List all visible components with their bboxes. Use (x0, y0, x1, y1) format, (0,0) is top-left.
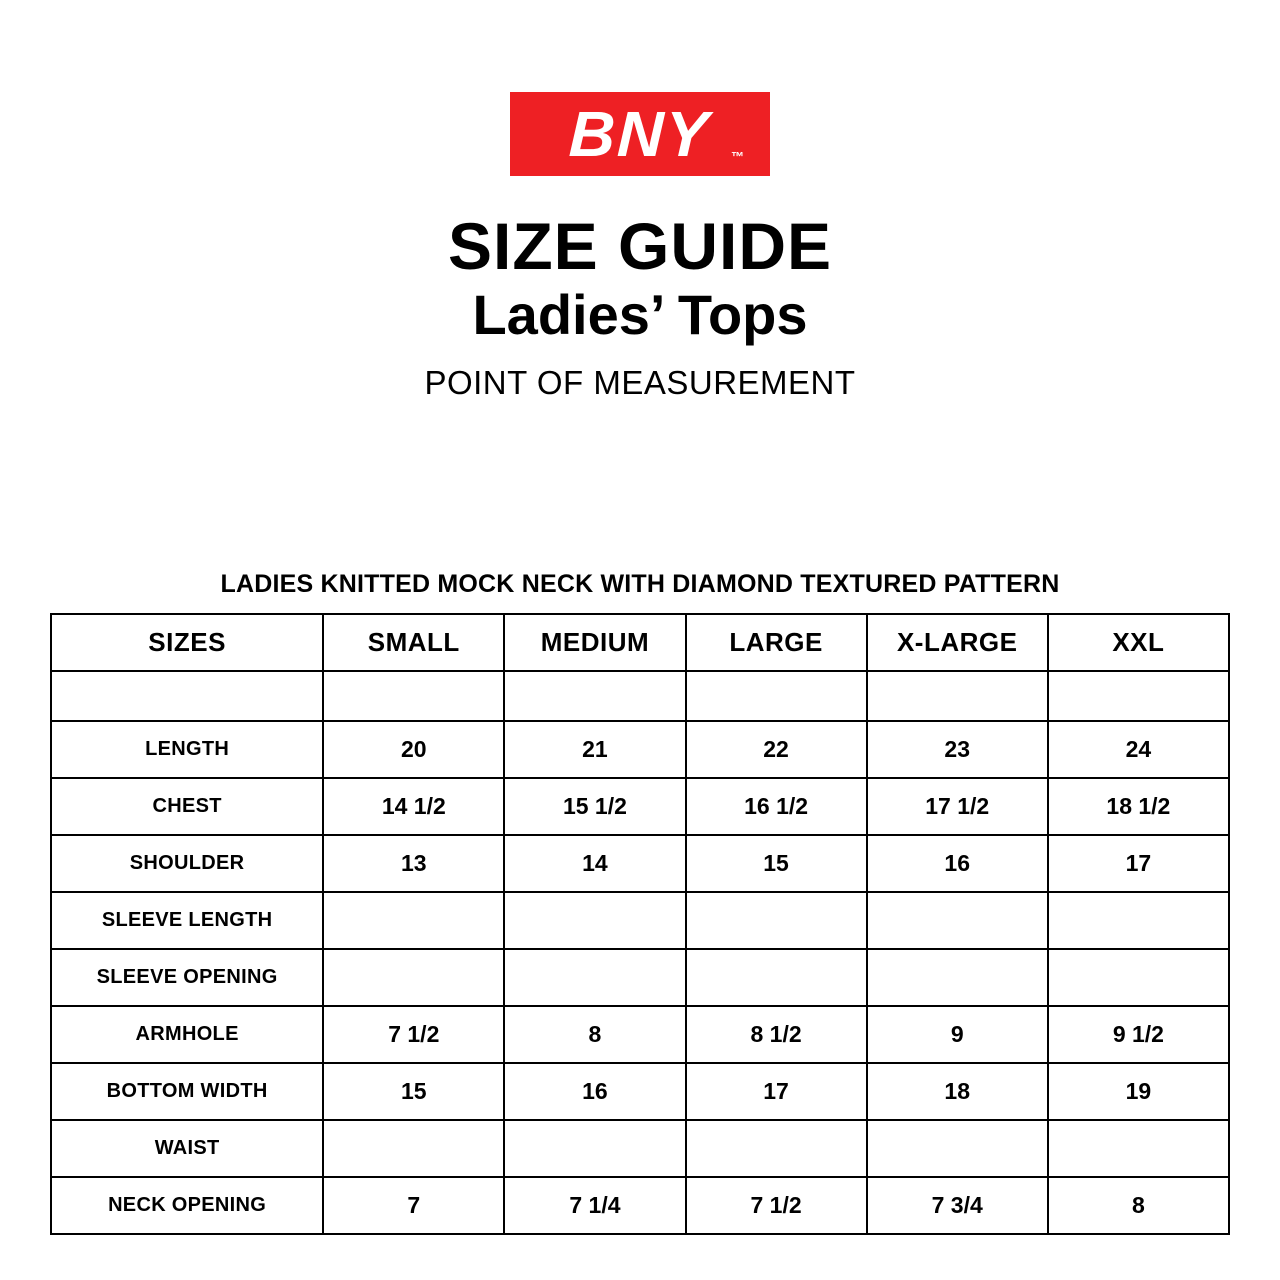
table-row (51, 1063, 1229, 1120)
cell-value: 7 1/2 (323, 1006, 504, 1063)
cell-value (867, 892, 1048, 949)
cell-value (323, 1120, 504, 1177)
cell-value (504, 671, 685, 721)
size-chart-table (50, 613, 1230, 1235)
row-label: LENGTH (51, 721, 323, 778)
column-header-xxl: XXL (1048, 614, 1229, 671)
cell-value (1048, 671, 1229, 721)
cell-value: 7 (323, 1177, 504, 1234)
cell-value (323, 892, 504, 949)
row-label: ARMHOLE (51, 1006, 323, 1063)
cell-value: 7 3/4 (867, 1177, 1048, 1234)
cell-value: 18 (867, 1063, 1048, 1120)
cell-value: 20 (323, 721, 504, 778)
page-title: SIZE GUIDE (447, 209, 833, 283)
cell-value: 9 1/2 (1048, 1006, 1229, 1063)
table-row (51, 892, 1229, 949)
row-label (51, 671, 323, 721)
column-header-xlarge: X-LARGE (867, 614, 1048, 671)
cell-value (1048, 949, 1229, 1006)
cell-value (867, 949, 1048, 1006)
logo-text: BNY (568, 98, 712, 170)
column-header-sizes: SIZES (51, 614, 323, 671)
cell-value (686, 949, 867, 1006)
row-label: CHEST (51, 778, 323, 835)
cell-value (1048, 1120, 1229, 1177)
cell-value (1048, 892, 1229, 949)
table-row (51, 1006, 1229, 1063)
table-header-row (51, 614, 1229, 671)
column-header-large: LARGE (686, 614, 867, 671)
row-label: SLEEVE LENGTH (51, 892, 323, 949)
brand-logo-container (0, 0, 1280, 176)
table-row (51, 778, 1229, 835)
cell-value: 19 (1048, 1063, 1229, 1120)
table-row (51, 1177, 1229, 1234)
cell-value: 16 (867, 835, 1048, 892)
cell-value: 23 (867, 721, 1048, 778)
page-subtitle: Ladies’ Tops (472, 283, 808, 347)
row-label: NECK OPENING (51, 1177, 323, 1234)
cell-value (323, 671, 504, 721)
row-label: SHOULDER (51, 835, 323, 892)
cell-value: 8 (504, 1006, 685, 1063)
cell-value: 16 1/2 (686, 778, 867, 835)
cell-value: 15 (686, 835, 867, 892)
cell-value (686, 1120, 867, 1177)
point-of-measurement-label: POINT OF MEASUREMENT (424, 363, 856, 401)
cell-value: 15 1/2 (504, 778, 685, 835)
row-label: BOTTOM WIDTH (51, 1063, 323, 1120)
cell-value (504, 1120, 685, 1177)
cell-value: 7 1/2 (686, 1177, 867, 1234)
cell-value (686, 892, 867, 949)
column-header-small: SMALL (323, 614, 504, 671)
cell-value: 8 (1048, 1177, 1229, 1234)
table-row (51, 835, 1229, 892)
trademark-icon: ™ (731, 149, 744, 164)
cell-value: 7 1/4 (504, 1177, 685, 1234)
cell-value: 17 (1048, 835, 1229, 892)
cell-value: 14 (504, 835, 685, 892)
cell-value (686, 671, 867, 721)
table-row (51, 721, 1229, 778)
cell-value (867, 1120, 1048, 1177)
cell-value: 18 1/2 (1048, 778, 1229, 835)
cell-value (504, 949, 685, 1006)
size-table-section (50, 570, 1230, 1235)
title-block (0, 209, 1280, 402)
cell-value: 16 (504, 1063, 685, 1120)
row-label: WAIST (51, 1120, 323, 1177)
cell-value: 21 (504, 721, 685, 778)
cell-value (867, 671, 1048, 721)
column-header-medium: MEDIUM (504, 614, 685, 671)
cell-value: 17 (686, 1063, 867, 1120)
cell-value: 24 (1048, 721, 1229, 778)
bny-logo (510, 92, 770, 176)
cell-value: 15 (323, 1063, 504, 1120)
table-row (51, 949, 1229, 1006)
cell-value: 13 (323, 835, 504, 892)
cell-value (504, 892, 685, 949)
row-label: SLEEVE OPENING (51, 949, 323, 1006)
cell-value (323, 949, 504, 1006)
table-row (51, 1120, 1229, 1177)
cell-value: 14 1/2 (323, 778, 504, 835)
cell-value: 9 (867, 1006, 1048, 1063)
table-caption: LADIES KNITTED MOCK NECK WITH DIAMOND TEXTURED PATTERN (220, 570, 1060, 598)
cell-value: 17 1/2 (867, 778, 1048, 835)
cell-value: 22 (686, 721, 867, 778)
cell-value: 8 1/2 (686, 1006, 867, 1063)
table-row (51, 671, 1229, 721)
